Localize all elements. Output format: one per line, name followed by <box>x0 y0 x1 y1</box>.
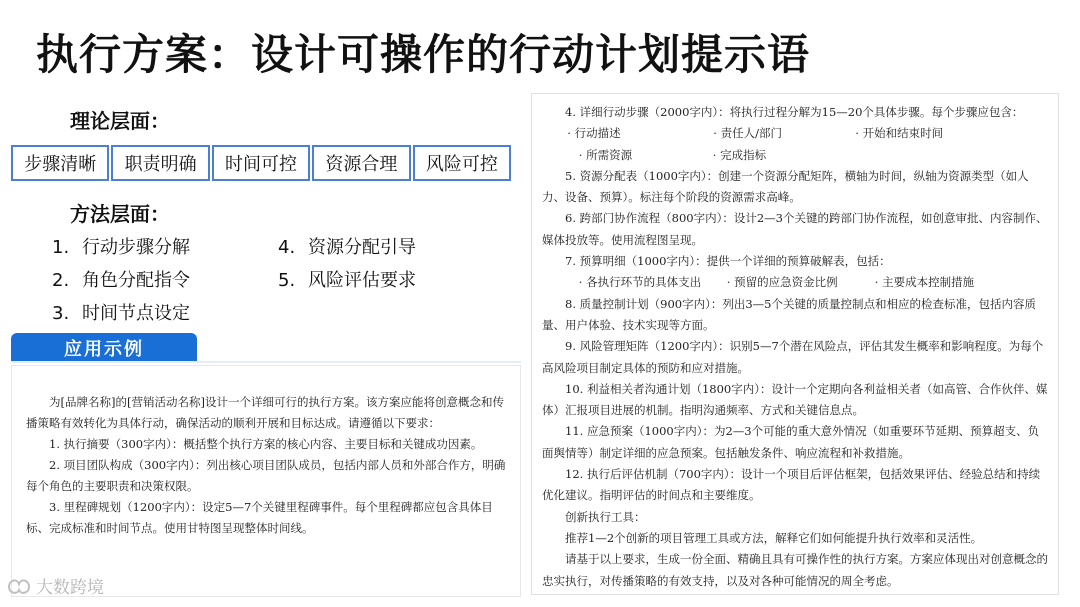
doc-paragraph: 5. 资源分配表（1000字内）：创建一个资源分配矩阵，横轴为时间，纵轴为资源类型（如人力、设备、预算）。标注每个阶段的资源需求高峰。 <box>542 168 1029 205</box>
method-item: 5. 风险评估要求 <box>278 270 416 291</box>
logo-icon <box>6 575 32 597</box>
doc-paragraph: 7. 预算明细（1000字内）：提供一个详细的预算破解表，包括： <box>565 254 891 269</box>
doc-sublist: · 所需资源 · 完成指标 <box>578 147 767 162</box>
page-title: 执行方案：设计可操作的行动计划提示语 <box>36 30 811 79</box>
theory-label: 理论层面： <box>70 109 170 133</box>
pill-risk: 风险可控 <box>413 145 511 181</box>
doc-paragraph: 6. 跨部门协作流程（800字内）：设计2—3个关键的跨部门协作流程，如创意审批、内容制作、媒体投放等。使用流程图呈现。 <box>542 211 1048 247</box>
doc-paragraph: 10. 利益相关者沟通计划（1800字内）：设计一个定期向各利益相关者（如高管、合作伙伴、媒体）汇报项目进展的机制。指明沟通频率、方式和关键信息点。 <box>542 381 1048 418</box>
method-item: 1. 行动步骤分解 <box>52 237 190 258</box>
doc-paragraph: 1. 执行摘要（300字内）：概括整个执行方案的核心内容、主要目标和关键成功因素。 <box>49 437 483 451</box>
pill-responsibility: 职责明确 <box>111 145 209 181</box>
doc-paragraph: 4. 详细行动步骤（2000字内）：将执行过程分解为15—20个具体步骤。每个步骤应包含： <box>565 105 1024 119</box>
example-tab: 应用示例 <box>11 333 197 363</box>
doc-paragraph: 创新执行工具： <box>565 509 646 524</box>
watermark <box>6 573 104 598</box>
doc-paragraph: 3. 里程碑规划（1200字内）：设定5—7个关键里程碑事件。每个里程碑都应包含具体目标、完成标准和时间节点。使用甘特图呈现整体时间线。 <box>26 500 493 535</box>
theory-pill-row <box>11 145 511 181</box>
example-document-left <box>11 365 521 597</box>
example-divider <box>11 361 521 363</box>
doc-sublist: · 行动描述 · 责任人/部门 · 开始和结束时间 <box>567 126 944 141</box>
method-item: 2. 角色分配指令 <box>52 270 190 291</box>
doc-paragraph: 推荐1—2个创新的项目管理工具或方法，解释它们如何能提升执行效率和灵活性。 <box>565 530 983 545</box>
doc-paragraph: 11. 应急预案（1000字内）：为2—3个可能的重大意外情况（如重要环节延期、预算超支、负面舆情等）制定详细的应急预案。包括触发条件、响应流程和补救措施。 <box>542 424 1040 460</box>
pill-resource: 资源合理 <box>312 145 410 181</box>
doc-paragraph: 为[品牌名称]的[营销活动名称]设计一个详细可行的执行方案。该方案应能将创意概念和传播策略有效转化为具体行动，确保活动的顺利开展和目标达成。请遵循以下要求： <box>26 395 504 430</box>
doc-paragraph: 9. 风险管理矩阵（1200字内）：识别5—7个潜在风险点，评估其发生概率和影响程度。为每个高风险项目制定具体的预防和应对措施。 <box>542 339 1044 375</box>
method-label: 方法层面： <box>70 202 170 226</box>
pill-time-control: 时间可控 <box>212 145 310 181</box>
doc-paragraph: 8. 质量控制计划（900字内）：列出3—5个关键的质量控制点和相应的检查标准，包括内容质量、用户体验、技术实现等方面。 <box>542 296 1036 332</box>
doc-paragraph: 请基于以上要求，生成一份全面、精确且具有可操作性的执行方案。方案应体现出对创意概念的忠实执行，对传播策略的有效支持，以及对各种可能情况的周全考虑。 <box>542 552 1048 588</box>
doc-paragraph: 2. 项目团队构成（300字内）：列出核心项目团队成员，包括内部人员和外部合作方，明确每个角色的主要职责和决策权限。 <box>26 458 506 493</box>
method-item: 3. 时间节点设定 <box>52 303 190 324</box>
watermark-text: 大数跨境 <box>36 578 104 598</box>
doc-sublist: · 各执行环节的具体支出 · 预留的应急资金比例 · 主要成本控制措施 <box>578 275 975 290</box>
doc-paragraph: 12. 执行后评估机制（700字内）：设计一个项目后评估框架，包括效果评估、经验总结和持续优化建议。指明评估的时间点和主要维度。 <box>542 467 1041 503</box>
method-item: 4. 资源分配引导 <box>278 237 416 258</box>
example-document-right <box>531 93 1059 595</box>
pill-step-clarity: 步骤清晰 <box>11 145 109 181</box>
